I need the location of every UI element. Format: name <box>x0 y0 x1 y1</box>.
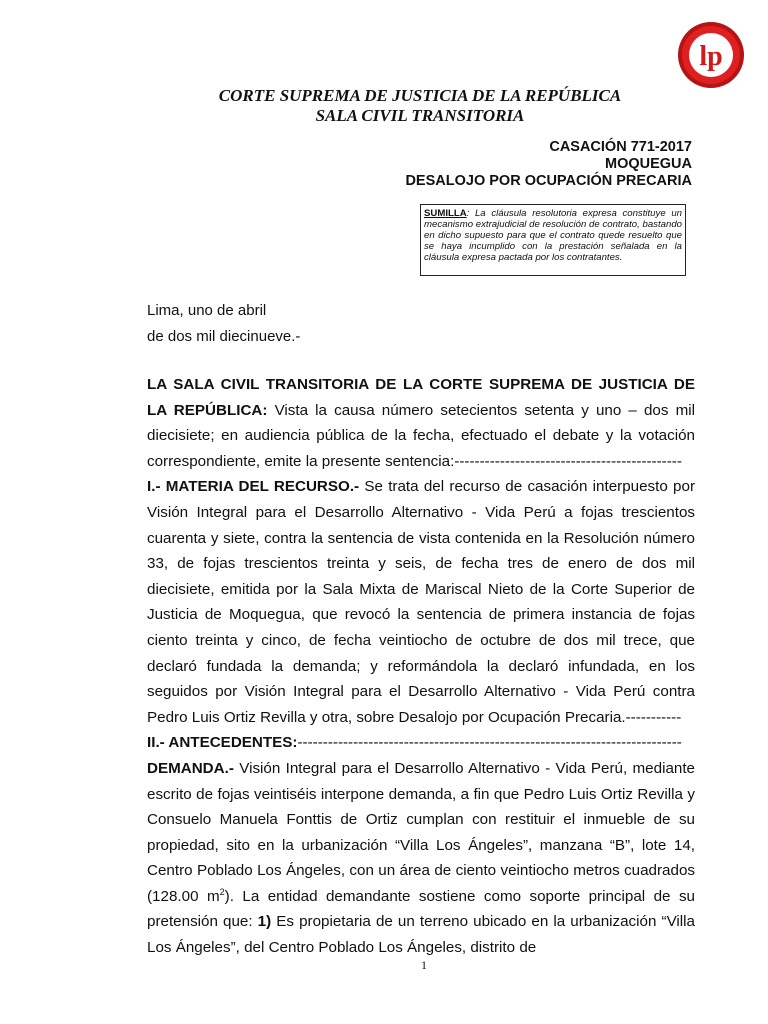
demanda-heading: DEMANDA.- <box>147 759 234 777</box>
demanda-text-1: Visión Integral para el Desarrollo Alternativo - Vida Perú, mediante escrito de fojas veintiséis interpone demanda, a fin que Pedro Luis Ortiz Revilla y Consuelo Manuela Fonttis de Ortiz cumplan con restituir el inmueble de su propiedad, sito en la urbanización “Villa Los Ángeles”, manzana “B”, lote 14, Centro Poblado Los Ángeles, con un área de ciento veintiocho metros cuadrados (128.00 m <box>147 759 695 905</box>
section-antecedentes-dashes: ---------------------------------------------------------------------------- <box>297 734 682 752</box>
section-materia-heading: I.- MATERIA DEL RECURSO.- <box>147 478 360 496</box>
demanda-paragraph <box>147 756 695 961</box>
demanda-superscript: 2 <box>219 886 225 897</box>
case-info <box>405 139 692 190</box>
lp-logo <box>676 20 746 90</box>
page-number: 1 <box>421 958 427 972</box>
intro-heading: LA SALA CIVIL TRANSITORIA DE LA CORTE SUPREMA DE JUSTICIA DE LA REPÚBLICA: <box>147 376 695 419</box>
date-line-1: Lima, uno de abril <box>147 302 267 319</box>
intro-text: Vista la causa número setecientos setenta y uno – dos mil diecisiete; en audiencia pública de la fecha, efectuado el debate y la votación correspondiente, emite la presente sentencia:--------------------------------------------- <box>147 401 695 470</box>
section-antecedentes-heading: II.- ANTECEDENTES: <box>147 734 298 752</box>
logo-text: lp <box>699 41 723 72</box>
case-region: MOQUEGUA <box>605 156 692 172</box>
sumilla-text: : La cláusula resolutoria expresa constituye un mecanismo extrajudicial de resolución de contrato, bastando en dicho supuesto para que el contrato quede resuelto que se haya incumplido con la prestación señalada en la cláusula expresa pactada por los contratantes. <box>424 208 682 263</box>
point-1-label: 1) <box>257 913 272 931</box>
court-name: CORTE SUPREMA DE JUSTICIA DE LA REPÚBLICA <box>218 86 622 105</box>
sumilla-box <box>420 204 686 276</box>
section-materia <box>147 474 695 730</box>
case-number: CASACIÓN 771-2017 <box>549 139 692 155</box>
case-subject: DESALOJO POR OCUPACIÓN PRECARIA <box>405 173 692 189</box>
court-heading <box>0 86 768 126</box>
chamber-name: SALA CIVIL TRANSITORIA <box>315 106 525 125</box>
ruling-date <box>147 298 300 350</box>
intro-paragraph <box>147 372 695 474</box>
sumilla-label: SUMILLA <box>424 208 467 219</box>
demanda-text-2: ). La entidad demandante sostiene como soporte principal de su pretensión que: <box>147 887 695 931</box>
point-1-text: Es propietaria de un terreno ubicado en la urbanización “Villa Los Ángeles”, del Centro Poblado Los Ángeles, distrito de <box>147 913 695 957</box>
ruling-body <box>147 372 695 961</box>
section-antecedentes <box>147 730 695 756</box>
date-line-2: de dos mil diecinueve.- <box>147 328 301 345</box>
section-materia-text: Se trata del recurso de casación interpuesto por Visión Integral para el Desarrollo Alternativo - Vida Perú a fojas trescientos cuarenta y siete, contra la sentencia de vista contenida en la Resolución número 33, de fojas trescientos treinta y seis, de fecha tres de enero de dos mil diecisiete, emitida por la Sala Mixta de Mariscal Nieto de la Corte Superior de Justicia de Moquegua, que revocó la sentencia de primera instancia de fojas ciento treinta y cinco, de fecha veintiocho de octubre de dos mil trece, que declaró fundada la demanda; y reformándola la declaró infundada, en los seguidos por Visión Integral para el Desarrollo Alternativo - Vida Perú contra Pedro Luis Ortiz Revilla y otra, sobre Desalojo por Ocupación Precaria.----------- <box>147 478 696 726</box>
